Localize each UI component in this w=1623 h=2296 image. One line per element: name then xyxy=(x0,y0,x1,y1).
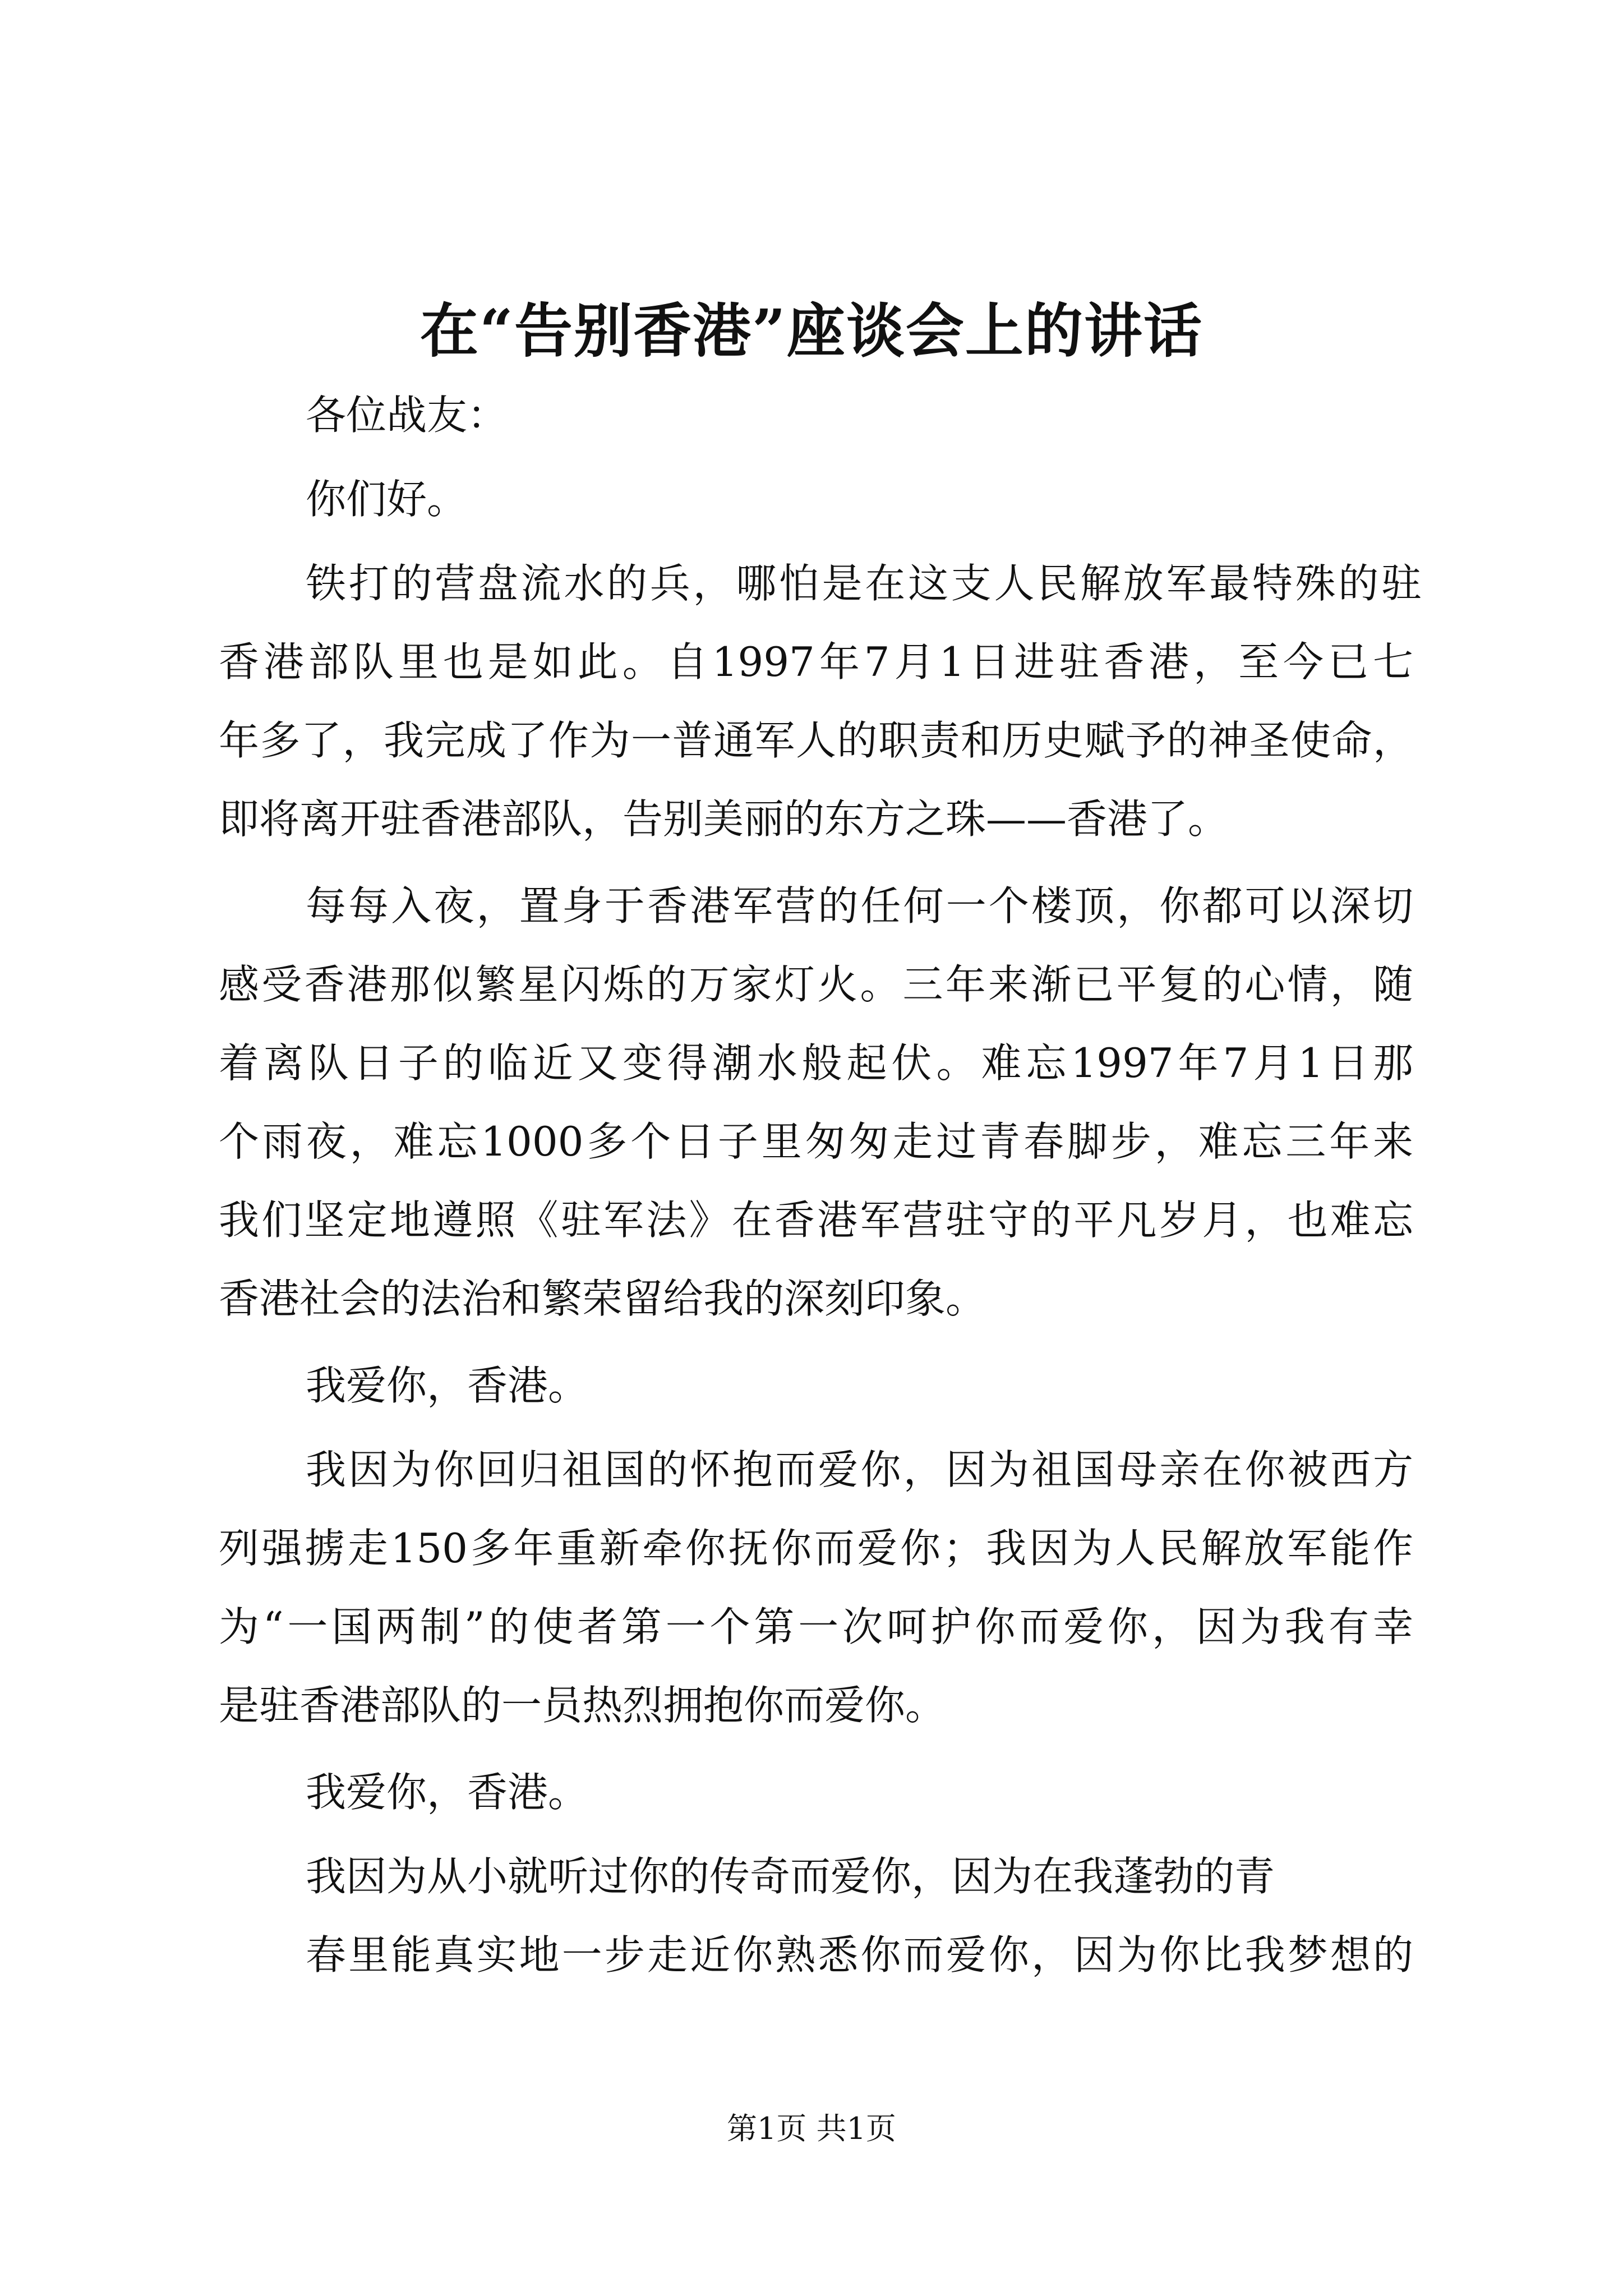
body-line: 着离队日子的临近又变得潮水般起伏。难忘1997年7月1日那 xyxy=(219,1039,1413,1087)
body-line: 感受香港那似繁星闪烁的万家灯火。三年来渐已平复的心情，随 xyxy=(219,961,1413,1008)
body-line: 是驻香港部队的一员热烈拥抱你而爱你。 xyxy=(219,1682,946,1729)
body-line: 年多了，我完成了作为一普通军人的职责和历史赋予的神圣使命， xyxy=(219,717,1413,764)
body-line: 个雨夜，难忘1000多个日子里匆匆走过青春脚步，难忘三年来 xyxy=(219,1118,1413,1165)
document-title: 在“告别香港”座谈会上的讲话 xyxy=(420,296,1203,365)
body-line: 即将离开驻香港部队，告别美丽的东方之珠——香港了。 xyxy=(219,795,1229,843)
body-line: 我爱你，香港。 xyxy=(306,1769,589,1816)
body-line: 为“一国两制”的使者第一个第一次呵护你而爱你，因为我有幸 xyxy=(219,1603,1413,1650)
body-line: 我爱你，香港。 xyxy=(306,1362,589,1409)
body-line: 香港社会的法治和繁荣留给我的深刻印象。 xyxy=(219,1275,986,1322)
body-line: 我因为你回归祖国的怀抱而爱你，因为祖国母亲在你被西方 xyxy=(306,1446,1413,1493)
body-line: 我们坚定地遵照《驻军法》在香港军营驻守的平凡岁月，也难忘 xyxy=(219,1197,1413,1244)
page-number-footer: 第1页 共1页 xyxy=(727,2111,896,2146)
body-line: 我因为从小就听过你的传奇而爱你，因为在我蓬勃的青 xyxy=(306,1853,1275,1900)
body-line: 你们好。 xyxy=(306,476,468,523)
body-line: 香港部队里也是如此。自1997年7月1日进驻香港，至今已七 xyxy=(219,638,1413,685)
body-line: 每每入夜，置身于香港军营的任何一个楼顶，你都可以深切 xyxy=(306,882,1413,930)
body-line: 各位战友： xyxy=(306,392,508,439)
body-line: 春里能真实地一步走近你熟悉你而爱你，因为你比我梦想的 xyxy=(306,1931,1413,1978)
body-line: 列强掳走150多年重新牵你抚你而爱你；我因为人民解放军能作 xyxy=(219,1525,1413,1572)
body-line: 铁打的营盘流水的兵，哪怕是在这支人民解放军最特殊的驻 xyxy=(306,560,1422,607)
